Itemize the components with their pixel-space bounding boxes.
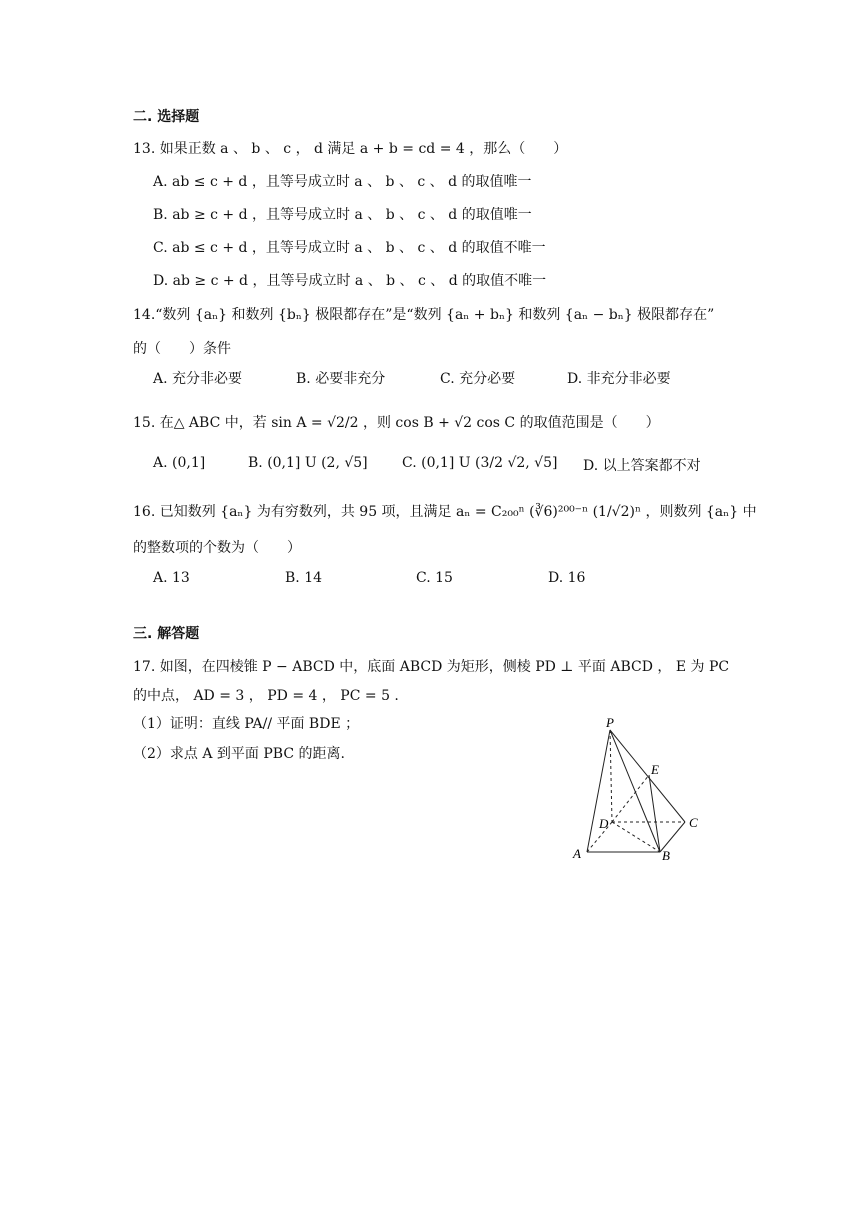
edge-PD-hidden xyxy=(610,730,612,822)
edge-DE-hidden xyxy=(612,775,649,822)
edge-PB xyxy=(610,730,660,852)
pyramid-figure xyxy=(565,712,715,862)
q17-stem-line1: 17. 如图，在四棱锥 P − ABCD 中，底面 ABCD 为矩形，侧棱 PD ⊥ 平面 ABCD ， E 为 PC xyxy=(133,659,730,675)
q13-option-d: D. ab ≥ c + d ，且等号成立时 a 、 b 、 c 、 d 的取值不唯一 xyxy=(153,273,547,289)
q13-option-b: B. ab ≥ c + d ，且等号成立时 a 、 b 、 c 、 d 的取值唯一 xyxy=(153,207,532,223)
edge-PA xyxy=(587,730,610,852)
label-P: P xyxy=(606,715,614,730)
label-A: A xyxy=(573,846,581,861)
q17-stem-line2: 的中点， AD = 3 ， PD = 4 ， PC = 5 . xyxy=(133,688,399,704)
q16-option-c: C. 15 xyxy=(416,570,453,586)
section-title-answer: 三. 解答题 xyxy=(133,626,200,642)
label-E: E xyxy=(651,762,659,777)
label-D: D xyxy=(599,816,609,831)
q14-option-d: D. 非充分非必要 xyxy=(567,371,671,387)
q13-stem: 13. 如果正数 a 、 b 、 c ， d 满足 a + b = cd = 4 ，那么（ ） xyxy=(133,141,568,157)
edge-EB xyxy=(649,775,660,852)
pyramid-diagram xyxy=(565,712,715,862)
q16-stem-line2: 的整数项的个数为（ ） xyxy=(133,540,301,556)
q14-option-b: B. 必要非充分 xyxy=(296,371,386,387)
q16-option-a: A. 13 xyxy=(153,570,190,586)
edge-DB-hidden xyxy=(612,822,660,852)
q16-option-d: D. 16 xyxy=(548,570,586,586)
q16-option-b: B. 14 xyxy=(285,570,323,586)
q17-part1: （1）证明：直线 PA// 平面 BDE ； xyxy=(133,716,360,732)
q14-stem-line1: 14.“数列 {aₙ} 和数列 {bₙ} 极限都存在”是“数列 {aₙ + bₙ} 和数列 {aₙ − bₙ} 极限都存在” xyxy=(133,307,715,323)
q13-option-a: A. ab ≤ c + d ，且等号成立时 a 、 b 、 c 、 d 的取值唯一 xyxy=(153,174,532,190)
q14-option-a: A. 充分非必要 xyxy=(153,371,243,387)
q17-part2: （2）求点 A 到平面 PBC 的距离. xyxy=(133,746,345,762)
label-B: B xyxy=(662,848,670,862)
q14-option-c: C. 充分必要 xyxy=(440,371,516,387)
edge-PC xyxy=(610,730,685,822)
q15-option-c: C. (0,1] U (3/2 √2, √5] xyxy=(402,455,558,471)
q15-stem: 15. 在△ ABC 中，若 sin A = √2/2 ，则 cos B + √2 cos C 的取值范围是（ ） xyxy=(133,415,660,431)
q15-option-a: A. (0,1] xyxy=(153,455,206,471)
q14-stem-line2: 的（ ）条件 xyxy=(133,341,231,357)
label-C: C xyxy=(689,815,698,830)
q15-option-d: D. 以上答案都不对 xyxy=(583,458,701,474)
q15-option-b: B. (0,1] U (2, √5] xyxy=(248,455,368,471)
q13-option-c: C. ab ≤ c + d ，且等号成立时 a 、 b 、 c 、 d 的取值不唯一 xyxy=(153,240,546,256)
section-title-choice: 二. 选择题 xyxy=(133,109,200,125)
q16-stem-line1: 16. 已知数列 {aₙ} 为有穷数列，共 95 项，且满足 aₙ = C₂₀₀ⁿ (∛6)²⁰⁰⁻ⁿ (1/√2)ⁿ ，则数列 {aₙ} 中 xyxy=(133,504,757,520)
